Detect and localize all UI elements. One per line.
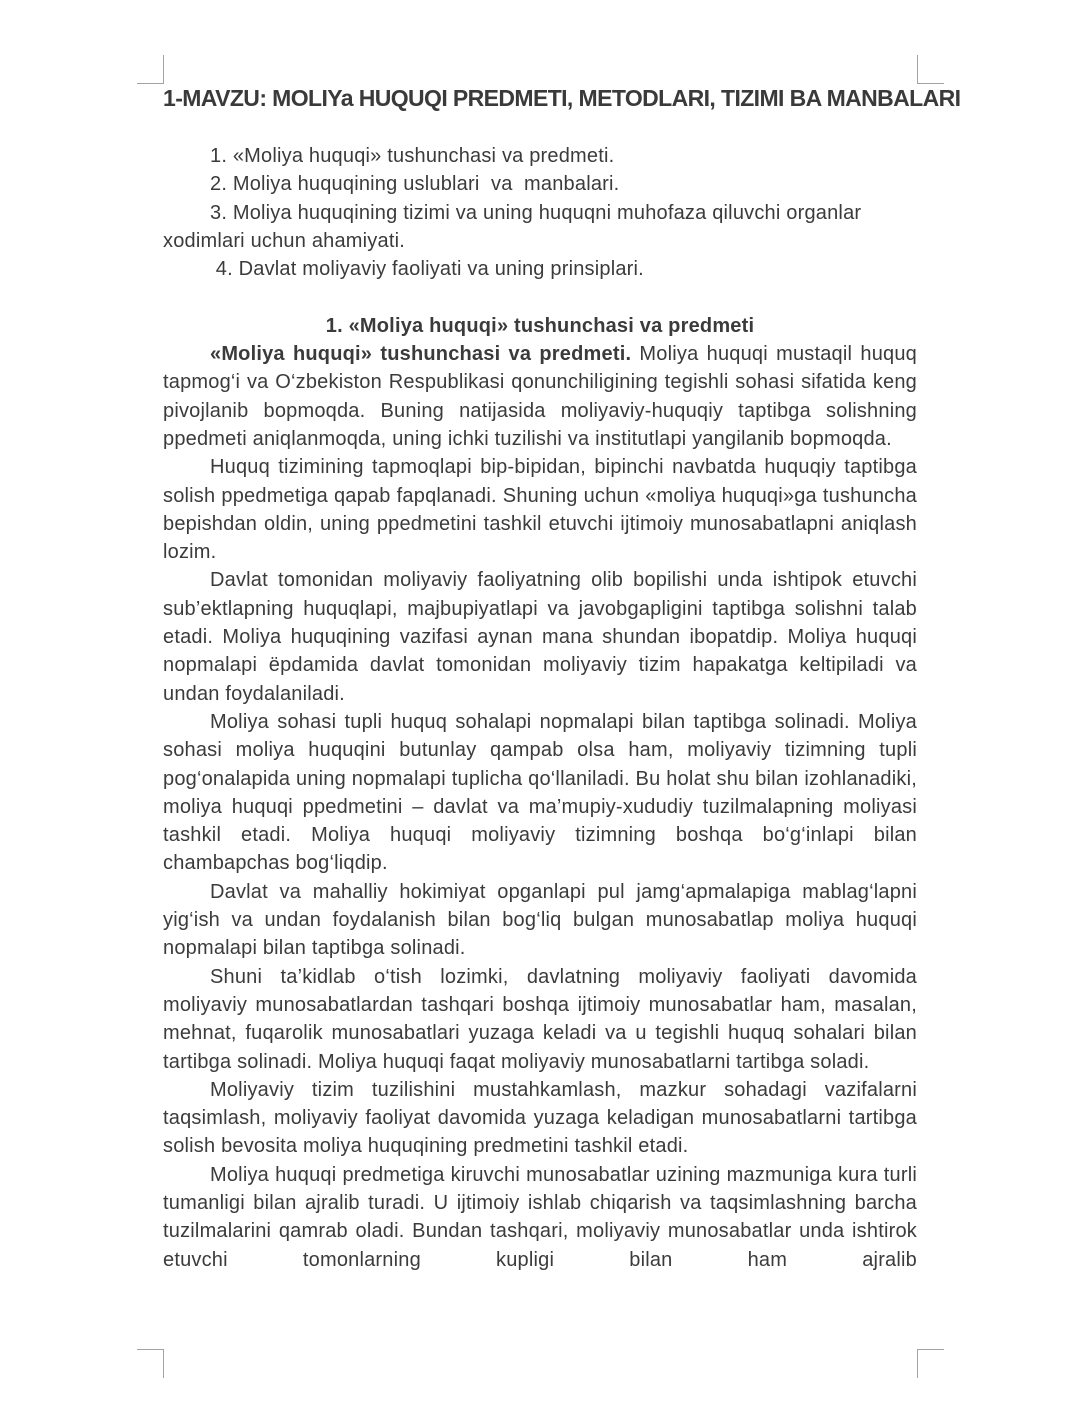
list-item-2: 2. Moliya huquqining uslublari va manbalari. <box>210 173 620 196</box>
paragraph-7: Moliyaviy tizim tuzilishini mustahkamlash, mazkur sohadagi vazifalarni taqsimlash, moliyaviy faoliyat davomida yuzaga keladigan munosabatlarni tartibga solish bevosita moliya huquqining predmetini tashkil etadi. <box>163 1078 917 1158</box>
paragraph-8: Moliya huquqi predmetiga kiruvchi munosabatlar uzining mazmuniga kura turli tumanligi bilan ajralib turadi. U ijtimoiy ishlab chiqarish va taqsimlashning barcha tuzilmalarini qamrab oladi. Bundan tashqari, moliyaviy munosabatlar unda ishtirok etuvchi tomonlarning kupligi bilan ham ajralib <box>163 1163 917 1271</box>
list-item-3: 3. Moliya huquqining tizimi va uning huquqni muhofaza qiluvchi organlar xodimlari uchun ahamiyati. <box>163 201 868 252</box>
list-item-1: 1. «Moliya huquqi» tushunchasi va predmeti. <box>210 145 615 167</box>
paragraph-3: Davlat tomonidan moliyaviy faoliyatning olib bopilishi unda ishtipok etuvchi sub’ektlapning huquqlapi, majbupiyatlapi va javobgapligini taptibga solishni talab etadi. Moliya huquqining vazifasi aynan mana shundan ibopatdip. Moliya huquqi nopmalapi ëpdamida davlat tomonidan moliyaviy tizim hapakatga keltipiladi va undan foydalaniladi. <box>163 569 917 705</box>
crop-mark-top-right <box>917 55 944 84</box>
paragraph-1-lead: «Moliya huquqi» tushunchasi va predmeti. <box>210 343 632 366</box>
page-title: 1-MAVZU: MOLIYa HUQUQI PREDMETI, METODLARI, TIZIMI BA MANBALARI <box>163 85 961 111</box>
list-item-4: 4. Davlat moliyaviy faoliyati va uning prinsiplari. <box>210 258 644 281</box>
topic-list <box>163 142 917 283</box>
crop-mark-top-left <box>137 55 164 84</box>
paragraph-5: Davlat va mahalliy hokimiyat opganlapi pul jamg‘apmalapiga mablag‘lapni yig‘ish va undan foydalanish bilan bog‘liq bulgan munosabatlap moliya huquqi nopmalapi bilan taptibga solinadi. <box>163 880 917 960</box>
crop-mark-bottom-left <box>137 1349 164 1378</box>
section-heading: 1. «Moliya huquqi» tushunchasi va predmeti <box>325 314 755 337</box>
paragraph-4: Moliya sohasi tupli huquq sohalapi nopmalapi bilan taptibga solinadi. Moliya sohasi moliya huquqini butunlay qampab olsa ham, moliyaviy tizimning tupli pog‘onalapida uning nopmalapi tuplicha qo‘llaniladi. Bu holat shu bilan izohlanadiki, moliya huquqi ppedmetini – davlat va ma’mupiy-xududiy tuzilmalapning moliyasi tashkil etadi. Moliya huquqi moliyaviy tizimning boshqa bo‘g‘inlapi bilan chambapchas bog‘liqdip. <box>163 710 917 875</box>
crop-mark-bottom-right <box>917 1349 944 1378</box>
paragraph-2: Huquq tizimining tapmoqlapi bip-bipidan, bipinchi navbatda huquqiy taptibga solish ppedmetiga qapab fapqlanadi. Shuning uchun «moliya huquqi»ga tushuncha bepishdan oldin, uning ppedmetini tashkil etuvchi ijtimoiy munosabatlapni aniqlash lozim. <box>163 456 917 564</box>
paragraph-6: Shuni ta’kidlab o‘tish lozimki, davlatning moliyaviy faoliyati davomida moliyaviy munosabatlardan tashqari boshqa ijtimoiy munosabatlar ham, masalan, mehnat, fuqarolik munosabatlari yuzaga keladi va u tegishli huquq sohalari bilan tartibga solinadi. Moliya huquqi faqat moliyaviy munosabatlarni tartibga soladi. <box>163 965 917 1073</box>
page-content <box>163 83 961 1274</box>
paragraph-1 <box>163 340 917 453</box>
paragraph-1-text: Moliya huquqi mustaqil huquq tapmog‘i va O‘zbekiston Respublikasi qonunchiligining tegishli sohasi sifatida keng pivojlanib bopmoqda. Buning natijasida moliyaviy-huquqiy taptibga solishning ppedmeti aniqlanmoqda, uning ichki tuzilishi va institutlapi yangilanib bopmoqda. <box>163 343 917 450</box>
